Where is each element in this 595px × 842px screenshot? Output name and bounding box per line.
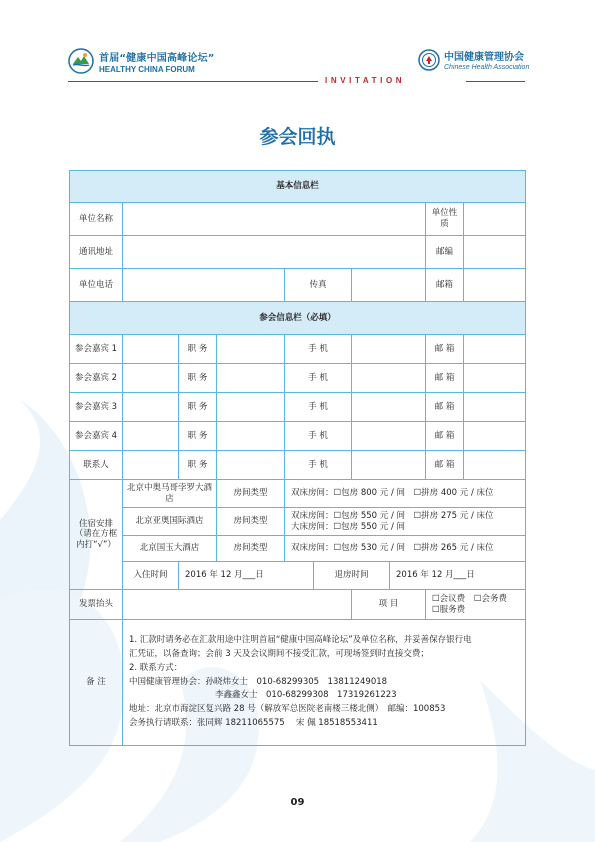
hotel-name: 北京中奥马哥孛罗大酒店 (123, 480, 217, 508)
association-logo-icon (418, 49, 440, 71)
mobile-label: 手 机 (285, 364, 352, 393)
mobile-field[interactable] (352, 451, 426, 480)
mobile-label: 手 机 (285, 451, 352, 480)
attendee-name-field[interactable] (123, 393, 179, 422)
invoice-title-label: 发票抬头 (70, 590, 123, 620)
attendee-label: 参会嘉宾 2 (70, 364, 123, 393)
hotel-room-options[interactable]: 双床房间：☐包房 800 元 / 间 ☐拼房 400 元 / 床位 (285, 480, 526, 508)
hotel-name: 北京亚奥国际酒店 (123, 508, 217, 536)
conference-fee-checkbox[interactable]: ☐会议费 (432, 593, 466, 604)
mobile-field[interactable] (352, 364, 426, 393)
position-field[interactable] (217, 364, 285, 393)
divider-line-left (68, 81, 318, 82)
attendee-email-field[interactable] (464, 364, 526, 393)
room-type-label: 房间类型 (217, 480, 285, 508)
phone-field[interactable] (123, 269, 285, 302)
hotel-name: 北京国玉大酒店 (123, 536, 217, 562)
hotel-room-options[interactable]: 双床房间：☐包房 530 元 / 间 ☐拼房 265 元 / 床位 (285, 536, 526, 562)
email-label: 邮箱 (426, 269, 464, 302)
attendee-email-label: 邮 箱 (426, 422, 464, 451)
room-type-label: 房间类型 (217, 536, 285, 562)
phone-label: 单位电话 (70, 269, 123, 302)
unit-nature-field[interactable] (464, 203, 526, 236)
email-field[interactable] (464, 269, 526, 302)
position-field[interactable] (217, 335, 285, 364)
attendee-name-field[interactable] (123, 364, 179, 393)
forum-name-en: HEALTHY CHINA FORUM (99, 64, 195, 74)
attendee-row (70, 364, 526, 393)
attendee-row (70, 422, 526, 451)
unit-name-label: 单位名称 (70, 203, 123, 236)
attendee-label: 参会嘉宾 4 (70, 422, 123, 451)
invitation-divider (68, 77, 525, 87)
note-line: 李鑫鑫女士 010-68299308 17319261223 (215, 690, 397, 701)
unit-name-field[interactable] (123, 203, 426, 236)
position-label: 职 务 (179, 393, 217, 422)
position-field[interactable] (217, 422, 285, 451)
note-line: 会务执行请联系：张同辉 18211065575 宋 佩 18518553411 (129, 717, 378, 728)
forum-brand (68, 48, 215, 74)
attendee-label: 参会嘉宾 3 (70, 393, 123, 422)
note-line: 中国健康管理协会：孙晓炜女士 010-68299305 13811249018 (129, 676, 388, 687)
note-line: 地址：北京市海淀区复兴路 28 号（解放军总医院老南楼三楼北侧） 邮编：100853 (129, 704, 446, 715)
contact-name-field[interactable] (123, 451, 179, 480)
notes-label: 备 注 (70, 620, 123, 746)
checkout-date-field[interactable]: 2016 年 12 月___日 (390, 562, 526, 590)
mobile-label: 手 机 (285, 335, 352, 364)
position-field[interactable] (217, 451, 285, 480)
attendee-name-field[interactable] (123, 422, 179, 451)
mobile-field[interactable] (352, 335, 426, 364)
divider-line-right (466, 81, 525, 82)
page-number: 09 (290, 797, 305, 808)
attendee-name-field[interactable] (123, 335, 179, 364)
king-room-options[interactable]: 大床房间：☐包房 550 元 / 间 (291, 521, 406, 532)
registration-form (69, 170, 526, 746)
attendee-email-field[interactable] (464, 393, 526, 422)
fax-field[interactable] (352, 269, 426, 302)
contact-email-label: 邮 箱 (426, 451, 464, 480)
checkout-label: 退房时间 (314, 562, 390, 590)
fax-label: 传真 (285, 269, 352, 302)
basic-info-heading: 基本信息栏 (70, 171, 526, 203)
invitation-label: INVITATION (325, 76, 406, 85)
position-label: 职 务 (179, 422, 217, 451)
attendee-email-label: 邮 箱 (426, 335, 464, 364)
contact-email-field[interactable] (464, 451, 526, 480)
attendee-row (70, 393, 526, 422)
association-name-cn: 中国健康管理协会 (444, 52, 524, 63)
hotel-room-options[interactable] (285, 508, 526, 536)
invoice-item-options[interactable] (426, 590, 526, 620)
forum-logo-icon (68, 48, 94, 74)
room-type-label: 房间类型 (217, 508, 285, 536)
notes-content (123, 620, 526, 746)
checkin-label: 入住时间 (123, 562, 179, 590)
postcode-field[interactable] (464, 236, 526, 269)
attendee-email-field[interactable] (464, 422, 526, 451)
position-label: 职 务 (179, 335, 217, 364)
association-brand (418, 48, 529, 71)
note-line: 1. 汇款时请务必在汇款用途中注明首届“健康中国高峰论坛”及单位名称，并妥善保存银行电 (129, 635, 472, 646)
checkin-date-field[interactable]: 2016 年 12 月___日 (179, 562, 314, 590)
mobile-label: 手 机 (285, 422, 352, 451)
contact-label: 联系人 (70, 451, 123, 480)
position-label: 职 务 (179, 451, 217, 480)
attendee-info-heading: 参会信息栏（必填） (70, 302, 526, 335)
forum-name-cn: 首届“健康中国高峰论坛” (99, 52, 215, 64)
note-line: 汇凭证，以备查询；会前 3 天及会议期间不接受汇款，可现场签到时直接交费； (129, 649, 429, 660)
service-fee-checkbox[interactable]: ☐服务费 (432, 604, 466, 615)
invoice-title-field[interactable] (123, 590, 352, 620)
mobile-field[interactable] (352, 422, 426, 451)
page-title: 参会回执 (259, 126, 336, 148)
address-label: 通讯地址 (70, 236, 123, 269)
position-field[interactable] (217, 393, 285, 422)
association-name-en: Chinese Health Association (444, 64, 530, 71)
meeting-fee-checkbox[interactable]: ☐会务费 (473, 593, 507, 604)
attendee-label: 参会嘉宾 1 (70, 335, 123, 364)
attendee-email-label: 邮 箱 (426, 364, 464, 393)
attendee-row (70, 335, 526, 364)
address-field[interactable] (123, 236, 426, 269)
attendee-email-label: 邮 箱 (426, 393, 464, 422)
attendee-email-field[interactable] (464, 335, 526, 364)
postcode-label: 邮编 (426, 236, 464, 269)
position-label: 职 务 (179, 364, 217, 393)
twin-room-options[interactable]: 双床房间：☐包房 550 元 / 间 ☐拼房 275 元 / 床位 (291, 510, 494, 521)
contact-row (70, 451, 526, 480)
note-line: 2. 联系方式： (129, 662, 183, 673)
unit-nature-label: 单位性质 (426, 203, 464, 236)
mobile-label: 手 机 (285, 393, 352, 422)
lodging-label: 住宿安排（请在方框内打“√”） (70, 480, 123, 590)
invoice-item-label: 项 目 (352, 590, 426, 620)
mobile-field[interactable] (352, 393, 426, 422)
